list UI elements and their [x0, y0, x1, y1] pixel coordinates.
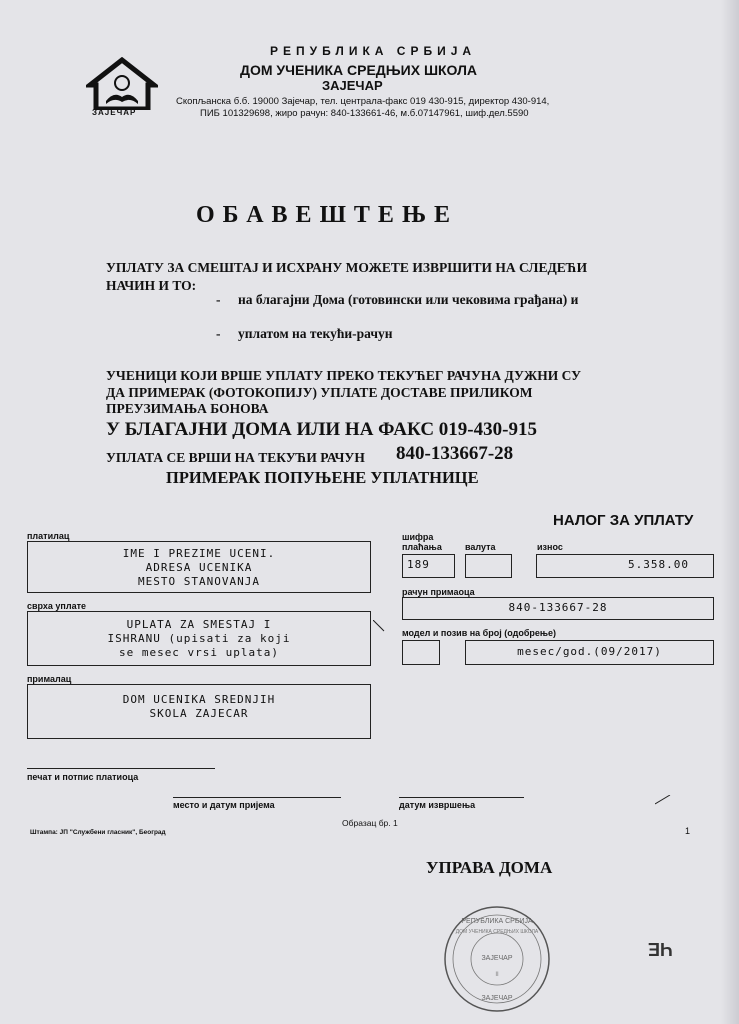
stamp-inner-text: ДОМ УЧЕНИКА СРЕДЊИХ ШКОЛА: [455, 929, 539, 935]
payer-box: [27, 541, 371, 593]
place-date-label: место и датум пријема: [173, 800, 275, 810]
bullet-dash-2: -: [216, 326, 221, 341]
place-date-line: [173, 797, 341, 798]
payer-signature-line: [27, 768, 215, 769]
header-institution: ДОМ УЧЕНИКА СРЕДЊИХ ШКОЛА: [240, 62, 478, 78]
amount-label: износ: [537, 542, 563, 552]
payer-line: MESTO STANOVANJA: [138, 575, 260, 588]
note-line-2: ДА ПРИМЕРАК (ФОТОКОПИЈУ) УПЛАТЕ ДОСТАВЕ ПРИЛИКОМ: [106, 385, 533, 400]
model-box: [402, 640, 440, 665]
currency-label: валута: [465, 542, 496, 552]
reference-box: mesec/god.(09/2017): [465, 640, 714, 665]
exec-date-label: датум извршења: [399, 800, 476, 810]
payer-line: IME I PREZIME UCENI.: [122, 547, 276, 560]
note-line-1: УЧЕНИЦИ КОЈИ ВРШЕ УПЛАТУ ПРЕКО ТЕКУЋЕГ РАЧУНА ДУЖНИ СУ: [106, 368, 582, 383]
stamp-top-text: РЕПУБЛИКА СРБИЈА: [461, 918, 533, 925]
printer-note: Штампа: ЈП "Службени гласник", Београд: [30, 829, 166, 836]
bullet-cash: на благајни Дома (готовински или чековима грађана) и: [238, 292, 579, 307]
scan-edge: [721, 0, 739, 1024]
header-city: ЗАЈЕЧАР: [322, 78, 383, 93]
model-label: модел и позив на број (одобрење): [402, 628, 557, 638]
currency-box: [465, 554, 512, 578]
purpose-line: ISHRANU (upisati za koji: [107, 632, 291, 645]
recipient-line: SKOLA ZAJECAR: [149, 707, 249, 720]
amount-box: 5.358.00: [536, 554, 714, 578]
note-line-3: ПРЕУЗИМАЊА БОНОВА: [106, 401, 269, 416]
purpose-line: se mesec vrsi uplata): [118, 646, 280, 659]
recipient-label: прималац: [27, 674, 72, 684]
corner-mark-right: [655, 795, 671, 805]
intro-line-2: НАЧИН И ТО:: [106, 278, 197, 293]
account-prefix: УПЛАТА СЕ ВРШИ НА ТЕКУЋИ РАЧУН: [106, 450, 365, 465]
header-contact-line1: Скопљанска б.б. 19000 Зајечар, тел. централа-факс 019 430-915, директор 430-914,: [176, 96, 550, 107]
recipient-line: DOM UCENIKA SREDNJIH: [122, 693, 276, 706]
exec-date-line: [399, 797, 524, 798]
bullet-account: уплатом на текући-рачун: [238, 326, 393, 341]
bullet-dash-1: -: [216, 292, 221, 307]
logo-caption: ЗАЈЕЧАР: [92, 108, 137, 117]
form-title: НАЛОГ ЗА УПЛАТУ: [553, 512, 694, 529]
sample-heading: ПРИМЕРАК ПОПУЊЕНЕ УПЛАТНИЦЕ: [166, 468, 479, 487]
form-number: Образац бр. 1: [342, 818, 398, 828]
code-label-2: плаћања: [402, 542, 442, 552]
stamp-roman: II: [495, 972, 499, 978]
intro-line-1: УПЛАТУ ЗА СМЕШТАЈ И ИСХРАНУ МОЖЕТЕ ИЗВРШИТИ НА СЛЕДЕЋИ: [106, 260, 588, 275]
stamp-bottom-text: ЗАЈЕЧАР: [481, 995, 513, 1002]
note-big: У БЛАГАЈНИ ДОМА ИЛИ НА ФАКС 019-430-915: [106, 419, 537, 440]
code-box: 189: [402, 554, 455, 578]
official-stamp: [438, 904, 556, 1014]
page-number: 1: [685, 826, 691, 836]
purpose-box: [27, 611, 371, 666]
header-republic: РЕПУБЛИКА СРБИЈА: [270, 44, 477, 58]
recipient-box: [27, 684, 371, 739]
stamp-center-text: ЗАЈЕЧАР: [481, 955, 513, 962]
recipient-account-box: 840-133667-28: [402, 597, 714, 620]
management-signature: УПРАВА ДОМА: [426, 858, 553, 877]
purpose-line: UPLATA ZA SMESTAJ I: [126, 618, 272, 631]
recipient-account-label: рачун примаоца: [402, 587, 475, 597]
account-number: 840-133667-28: [396, 443, 514, 464]
document-title: ОБАВЕШТЕЊЕ: [196, 202, 458, 228]
payer-signature-label: печат и потпис платиоца: [27, 772, 139, 782]
payer-line: ADRESA UCENIKA: [145, 561, 253, 574]
code-label-1: шифра: [402, 532, 434, 542]
payer-label: платилац: [27, 531, 70, 541]
handwritten-mark: ЧЕ: [648, 939, 673, 959]
header-contact-line2: ПИБ 101329698, жиро рачун: 840-133661-46, м.б.07147961, шиф.дел.5590: [200, 108, 529, 119]
corner-mark-left: [373, 620, 385, 632]
purpose-label: сврха уплате: [27, 601, 87, 611]
